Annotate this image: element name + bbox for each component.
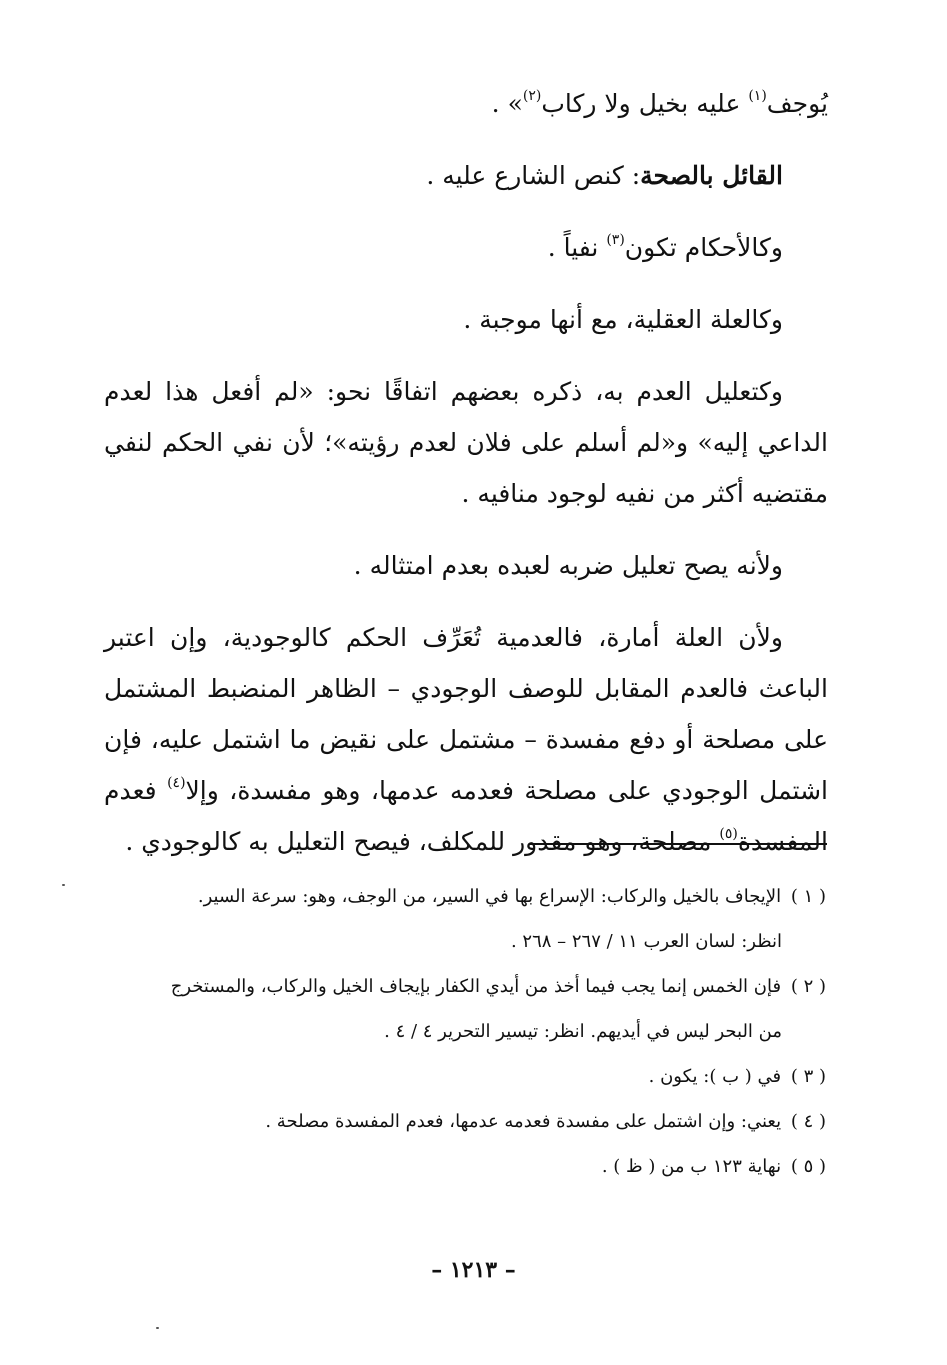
- footnote-number: ( ٤ ): [790, 1111, 826, 1132]
- paragraph-4: وكالعلة العقلية، مع أنها موجبة .: [463, 305, 783, 334]
- paragraph-1: [104, 78, 828, 129]
- footnote-ref-5: (٥): [719, 826, 738, 842]
- lead-term: القائل بالصحة: [640, 161, 783, 190]
- footnote-2: [104, 964, 826, 1054]
- text-run: ولأن العلة أمارة، فالعدمية تُعَرِّف الحكم كالوجودية، وإن اعتبر الباعث فالعدم المقابل للوصف الوجودي – الظاهر المنضبط المشتمل على مصلحة أو دفع مفسدة – مشتمل على نقيض ما اشتمل عليه، فإن اشتمل الوجودي على مصلحة فعدمه عدمها، وهو مفسدة، وإلا: [104, 623, 828, 805]
- text-run: مصلحة، وهو مقدور للمكلف، فيصح التعليل به كالوجودي .: [125, 827, 720, 856]
- paragraph-6: ولأنه يصح تعليل ضربه لعبده بعدم امتثاله .: [353, 551, 783, 580]
- footnote-4: [104, 1099, 826, 1144]
- paragraph-3: [104, 222, 828, 273]
- footnote-number: ( ٣ ): [790, 1066, 826, 1087]
- scan-speck: [62, 884, 65, 886]
- text-run: عليه بخيل ولا ركاب: [541, 89, 749, 118]
- footnote-text: فإن الخمس إنما يجب فيما أخذ من أيدي الكفار بإيجاف الخيل والركاب، والمستخرج: [170, 976, 782, 997]
- footnote-continuation: انظر: لسان العرب ١١ / ٢٦٧ – ٢٦٨ .: [510, 931, 782, 952]
- footnotes: [104, 874, 826, 1189]
- footnote-text: نهاية ١٢٣ ب من ( ظ ) .: [601, 1156, 782, 1177]
- page-number: – ١٢١٣ –: [431, 1257, 516, 1283]
- footnote-ref-4: (٤): [167, 775, 186, 791]
- footnote-number: ( ١ ): [790, 886, 826, 907]
- footnote-text: يعني: وإن اشتمل على مفسدة فعدمه عدمها، فعدم المفسدة مصلحة .: [265, 1111, 782, 1132]
- footnote-5: [104, 1144, 826, 1189]
- footnote-text: الإيجاف بالخيل والركاب: الإسراع بها في السير، من الوجف، وهو: سرعة السير.: [197, 886, 782, 907]
- footnote-ref-3: (٣): [606, 232, 625, 248]
- footnote-ref-1: (١): [748, 88, 767, 104]
- text-run: » .: [491, 89, 523, 118]
- footnote-continuation: من البحر ليس في أيديهم. انظر: تيسير التحرير ٤ / ٤ .: [384, 1021, 782, 1042]
- footnote-ref-2: (٢): [522, 88, 542, 104]
- text-run: يُوجف: [766, 89, 828, 118]
- text-run: وكالأحكام تكون: [624, 233, 783, 262]
- footnote-separator: [529, 843, 827, 845]
- scan-speck: [156, 1327, 159, 1329]
- text-run: نفياً .: [547, 233, 607, 262]
- text-run: فعدم المفسدة: [104, 776, 828, 856]
- paragraph-2: [104, 150, 828, 201]
- footnote-number: ( ٥ ): [790, 1156, 826, 1177]
- footnote-text: في ( ب ): يكون .: [648, 1066, 782, 1087]
- paragraph-7: [104, 612, 828, 867]
- text-run: : كنص الشارع عليه .: [426, 161, 641, 190]
- footnote-number: ( ٢ ): [790, 976, 826, 997]
- main-text: [104, 78, 828, 888]
- footnote-3: [104, 1054, 826, 1099]
- footnote-1: [104, 874, 826, 964]
- paragraph-5: وكتعليل العدم به، ذكره بعضهم اتفاقًا نحو: «لم أفعل هذا لعدم الداعي إليه» و«لم أسلم على فلان لعدم رؤيته»؛ لأن نفي الحكم لنفي مقتضيه أكثر من نفيه لوجود منافيه .: [104, 377, 828, 508]
